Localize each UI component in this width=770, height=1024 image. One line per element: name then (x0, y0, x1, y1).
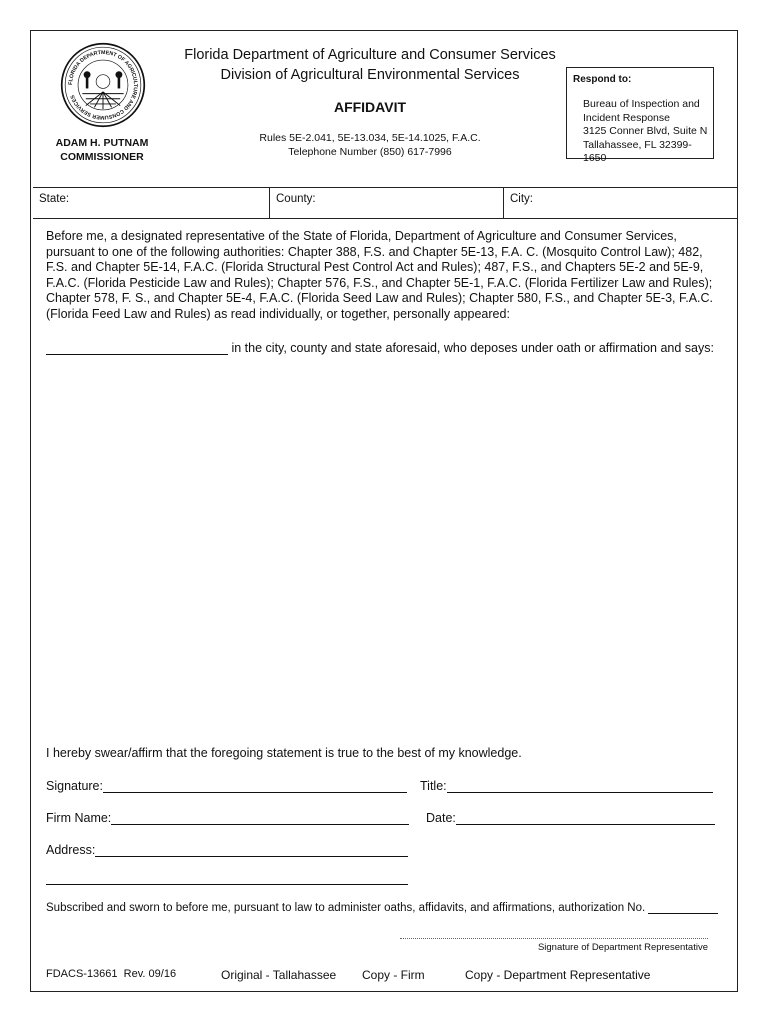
firm-name-field[interactable] (111, 810, 409, 825)
form-id (46, 968, 176, 980)
authorization-number-field[interactable] (648, 901, 718, 914)
swear-statement: I hereby swear/affirm that the foregoing statement is true to the best of my knowledge. (46, 746, 522, 760)
date-row (426, 810, 715, 825)
title-row (420, 778, 713, 793)
department-seal-icon (60, 42, 146, 128)
signature-label: Signature: (46, 779, 103, 793)
copy-firm: Copy - Firm (362, 968, 425, 982)
respond-to-box (566, 67, 714, 164)
date-field[interactable] (456, 810, 715, 825)
appeared-line (46, 340, 714, 355)
respond-to-line: Incident Response (583, 111, 670, 124)
commissioner-block (40, 136, 164, 164)
form-number: FDACS-13661 (46, 968, 118, 980)
subscribed-row (46, 901, 718, 914)
authorities-paragraph: Before me, a designated representative of the State of Florida, Department of Agriculture and Consumer Services, pursuant to one of the following authorities: Chapter 388, F.S. and Chapter 5E-13, F.A. C. (Mosquito Control Law); 482, F.S. and Chapter 5E-14, F.A.C. (Florida Structural Pest Control Act and Rules); 487, F.S., and Chapters 5E-2 and 5E-9, F.A.C. (Florida Pesticide Law and Rules); Chapter 576, F.S., and Chapter 5E-1, F.A.C. (Florida Fertilizer Law and Rules); Chapter 578, F. S., and Chapter 5E-4, F.A.C. (Florida Seed Law and Rules); Chapter 580, F.S., and Chapter 5E-3, F.A.C. (Florida Feed Law and Rules) as read individually, or together, personally appeared: (46, 229, 714, 321)
city-field[interactable] (504, 188, 737, 218)
department-signature-line[interactable] (400, 938, 708, 939)
division-name: Division of Agricultural Environmental Services (220, 67, 520, 83)
deposes-text: in the city, county and state aforesaid, who deposes under oath or affirmation and says: (231, 341, 714, 355)
telephone-line: Telephone Number (850) 617-7996 (288, 146, 452, 158)
county-label: County: (276, 193, 316, 205)
appeared-name-field[interactable] (46, 340, 228, 355)
agency-name: Florida Department of Agriculture and Consumer Services (184, 47, 556, 63)
county-field[interactable] (270, 188, 504, 218)
statement-area[interactable] (46, 362, 714, 732)
copy-department-rep: Copy - Department Representative (465, 968, 651, 982)
respond-to-line: Bureau of Inspection and (583, 98, 700, 110)
address-label: Address: (46, 843, 96, 857)
address-field[interactable] (95, 842, 408, 857)
address-row (46, 842, 408, 857)
respond-to-line: 3125 Conner Blvd, Suite N (583, 125, 708, 137)
commissioner-name: ADAM H. PUTNAM (55, 137, 149, 149)
form-revision: Rev. 09/16 (123, 968, 177, 980)
seal-text: FLORIDA DEPARTMENT OF AGRICULTURE AND CONSUMER SERVICES (68, 50, 138, 120)
svg-text:FLORIDA DEPARTMENT OF AGRICULT (68, 50, 138, 120)
firm-name-label: Firm Name: (46, 811, 112, 825)
location-row (33, 187, 737, 219)
department-signature-label: Signature of Department Representative (537, 942, 708, 953)
state-field[interactable] (33, 188, 270, 218)
address-line-2[interactable] (46, 884, 408, 885)
signature-field[interactable] (103, 778, 407, 793)
city-label: City: (510, 193, 533, 205)
commissioner-title: COMMISSIONER (60, 151, 144, 163)
firm-name-row (46, 810, 409, 825)
respond-to-line: Tallahassee, FL 32399-1650 (583, 138, 692, 164)
rules-line: Rules 5E-2.041, 5E-13.034, 5E-14.1025, F.A.C. (259, 132, 481, 144)
signature-row (46, 778, 407, 793)
subscribed-text: Subscribed and sworn to before me, pursuant to law to administer oaths, affidavits, and affirmations, authorization No. (46, 902, 646, 914)
state-label: State: (39, 193, 70, 205)
respond-to-address (583, 98, 713, 166)
title-label: Title: (420, 779, 447, 793)
title-field[interactable] (447, 778, 713, 793)
copy-original: Original - Tallahassee (221, 968, 337, 982)
form-title: AFFIDAVIT (333, 99, 407, 115)
date-label: Date: (426, 811, 456, 825)
respond-to-label: Respond to: (573, 74, 632, 85)
